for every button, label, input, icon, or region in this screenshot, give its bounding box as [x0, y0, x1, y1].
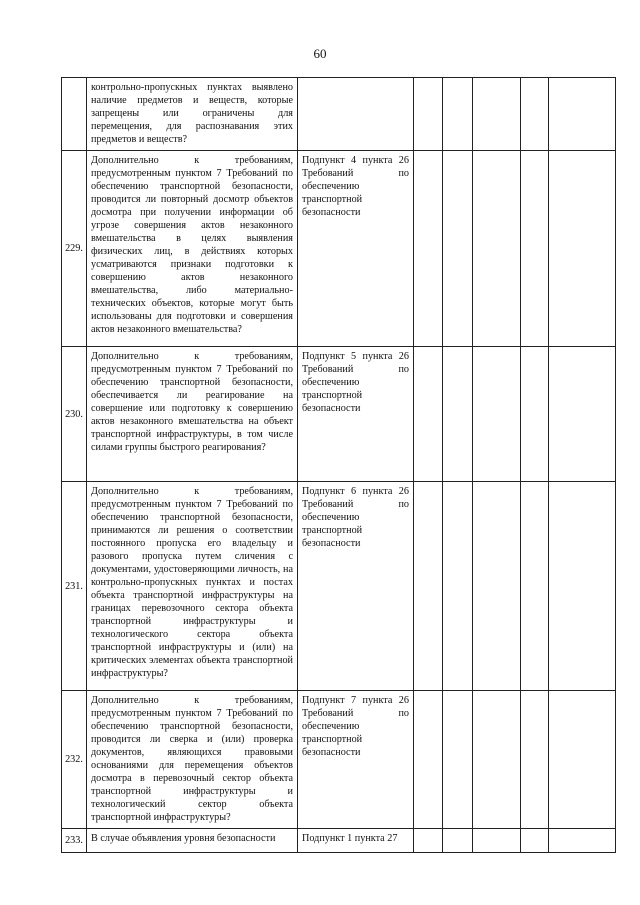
- row-number: 229.: [62, 151, 87, 347]
- answer-no-cell: [443, 482, 473, 691]
- legal-reference: Подпункт 4 пункта 26 Требований по обеспечению транспортной безопасности: [298, 151, 414, 347]
- row-number: 233.: [62, 829, 87, 853]
- requirement-question: В случае объявления уровня безопасности: [87, 829, 298, 853]
- notes-cell: [549, 482, 616, 691]
- notes-cell: [549, 78, 616, 151]
- answer-na-cell: [473, 691, 521, 829]
- answer-yes-cell: [414, 482, 443, 691]
- row-number: [62, 78, 87, 151]
- notes-cell: [549, 151, 616, 347]
- legal-reference: Подпункт 1 пункта 27: [298, 829, 414, 853]
- answer-yes-cell: [414, 829, 443, 853]
- table-row: [62, 482, 616, 691]
- legal-reference: Подпункт 5 пункта 26 Требований по обеспечению транспортной безопасности: [298, 347, 414, 482]
- answer-yes-cell: [414, 691, 443, 829]
- answer-extra-cell: [521, 691, 549, 829]
- answer-extra-cell: [521, 829, 549, 853]
- row-number: 232.: [62, 691, 87, 829]
- page-number: 60: [313, 46, 327, 61]
- notes-cell: [549, 347, 616, 482]
- answer-na-cell: [473, 829, 521, 853]
- row-number: 231.: [62, 482, 87, 691]
- table-row: [62, 78, 616, 151]
- table-row: [62, 691, 616, 829]
- answer-yes-cell: [414, 78, 443, 151]
- answer-extra-cell: [521, 347, 549, 482]
- requirement-question: Дополнительно к требованиям, предусмотренным пунктом 7 Требований по обеспечению транспортной безопасности, принимаются ли решения о соответствии постоянного пропуска его владельцу и разового пропуска путем сличения с документами, удостоверяющими личность, на контрольно-пропускных пунктах и постах объекта транспортной инфраструктуры на границах перевозочного сектора объекта транспортной инфраструктуры и технологического сектора объекта транспортной инфраструктуры и (или) на критических элементах объекта транспортной инфраструктуры?: [87, 482, 298, 691]
- legal-reference: Подпункт 7 пункта 26 Требований по обеспечению транспортной безопасности: [298, 691, 414, 829]
- table-row: [62, 829, 616, 853]
- requirement-question: Дополнительно к требованиям, предусмотренным пунктом 7 Требований по обеспечению транспортной безопасности, проводится ли сверка и (или) проверка документов, являющихся правовыми основаниями для перемещения объектов досмотра в перевозочный сектор объекта транспортной инфраструктуры и технологический сектор объекта транспортной инфраструктуры?: [87, 691, 298, 829]
- answer-yes-cell: [414, 347, 443, 482]
- requirement-question: Дополнительно к требованиям, предусмотренным пунктом 7 Требований по обеспечению транспортной безопасности, проводится ли повторный досмотр объектов досмотра при получении информации об угрозе совершения актов незаконного вмешательства в целях выявления физических лиц, в действиях которых усматриваются признаки подготовки к совершению актов незаконного вмешательства, либо материально-технических объектов, которые могут быть использованы для подготовки и совершения актов незаконного вмешательства?: [87, 151, 298, 347]
- table-row: [62, 151, 616, 347]
- answer-na-cell: [473, 482, 521, 691]
- answer-no-cell: [443, 691, 473, 829]
- legal-reference: Подпункт 6 пункта 26 Требований по обеспечению транспортной безопасности: [298, 482, 414, 691]
- answer-extra-cell: [521, 78, 549, 151]
- answer-no-cell: [443, 78, 473, 151]
- requirement-question: Дополнительно к требованиям, предусмотренным пунктом 7 Требований по обеспечению транспортной безопасности, обеспечивается ли реагирование на совершение или подготовку к совершению актов незаконного вмешательства на объект транспортной инфраструктуры, в том числе силами группы быстрого реагирования?: [87, 347, 298, 482]
- checklist-table: [61, 77, 616, 853]
- answer-no-cell: [443, 151, 473, 347]
- answer-na-cell: [473, 151, 521, 347]
- answer-no-cell: [443, 829, 473, 853]
- notes-cell: [549, 829, 616, 853]
- row-number: 230.: [62, 347, 87, 482]
- answer-yes-cell: [414, 151, 443, 347]
- legal-reference: [298, 78, 414, 151]
- notes-cell: [549, 691, 616, 829]
- answer-extra-cell: [521, 482, 549, 691]
- requirement-question: контрольно-пропускных пунктах выявлено наличие предметов и веществ, которые запрещены или ограничены для перемещения, для распознавания этих предметов и веществ?: [87, 78, 298, 151]
- table-row: [62, 347, 616, 482]
- answer-na-cell: [473, 78, 521, 151]
- answer-na-cell: [473, 347, 521, 482]
- answer-extra-cell: [521, 151, 549, 347]
- answer-no-cell: [443, 347, 473, 482]
